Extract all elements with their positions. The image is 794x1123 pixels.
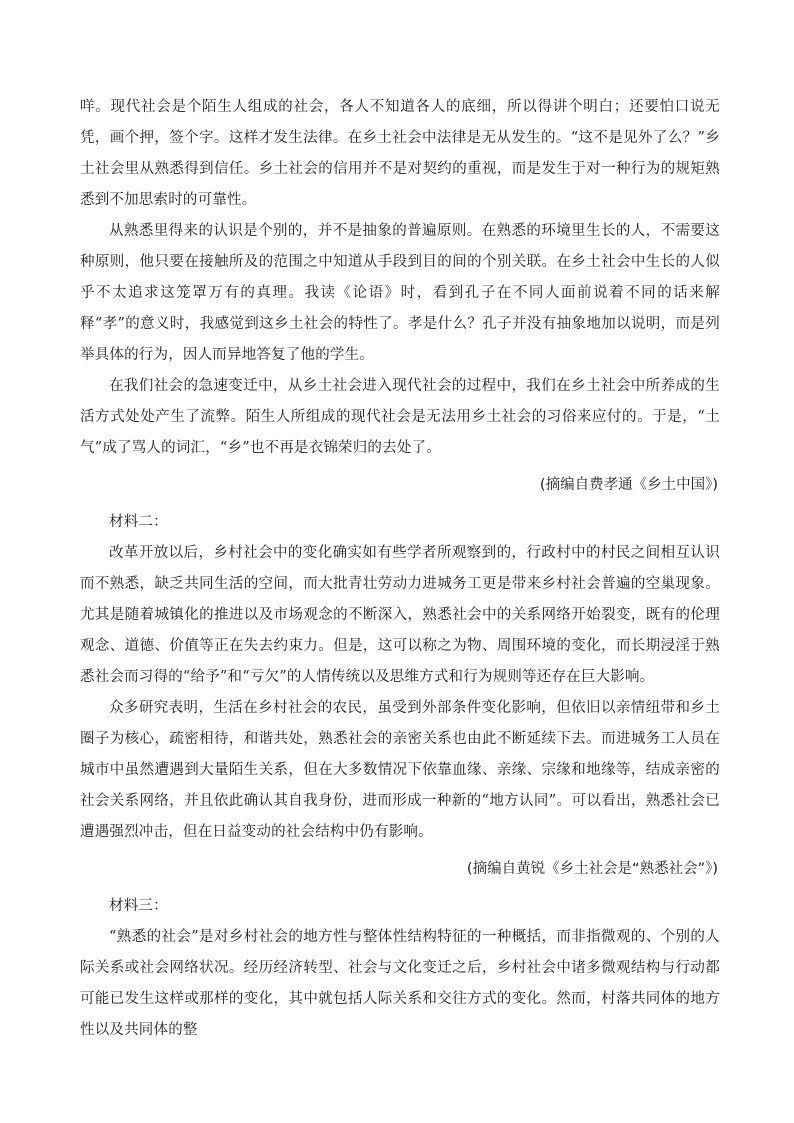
paragraph-2: 从熟悉里得来的认识是个别的，并不是抽象的普遍原则。在熟悉的环境里生长的人，不需要这种原则，他只要在接触所及的范围之中知道从手段到目的间的个别关联。在乡土社会中生长的人似乎不太追求这笼罩万有的真理。我读《论语》时，看到孔子在不同人面前说着不同的话来解释“孝”的意义时，我感觉到这乡土社会的特性了。孝是什么？孔子并没有抽象地加以说明，而是列举具体的行为，因人而异地答复了他的学生。	[80, 223, 720, 363]
paragraph-6: “熟悉的社会”是对乡村社会的地方性与整体性结构特征的一种概括，而非指微观的、个别的人际关系或社会网络状况。经历经济转型、社会与文化变迁之后，乡村社会中诸多微观结构与行动都可能已发生这样或那样的变化，其中就包括人际关系和交往方式的变化。然而，村落共同体的地方性以及共同体的整	[80, 929, 720, 1038]
paragraph-4: 改革开放以后，乡村社会中的变化确实如有些学者所观察到的，行政村中的村民之间相互认识而不熟悉，缺乏共同生活的空间，而大批青壮劳动力进城务工更是带来乡村社会普遍的空巢现象。尤其是随着城镇化的推进以及市场观念的不断深入，熟悉社会中的关系网络开始裂变，既有的伦理观念、道德、价值等正在失去约束力。但是，这可以称之为物、周围环境的变化，而长期浸淫于熟悉社会而习得的“给予”和“亏欠”的人情传统以及思维方式和行为规则等还存在巨大影响。	[80, 545, 720, 685]
source-citation-2: (摘编自黄锐《乡土社会是“熟悉社会”》)	[466, 861, 718, 877]
paragraph-3: 在我们社会的急速变迁中，从乡土社会进入现代社会的过程中，我们在乡土社会中所养成的生活方式处处产生了流弊。陌生人所组成的现代社会是无法用乡土社会的习俗来应付的。于是，“土气”成了骂人的词汇，“乡”也不再是衣锦荣归的去处了。	[80, 378, 720, 456]
source-citation-1: (摘编自费孝通《乡土中国》)	[539, 477, 718, 493]
paragraph-5: 众多研究表明，生活在乡村社会的农民，虽受到外部条件变化影响，但依旧以亲情纽带和乡土圈子为核心，疏密相待，和谐共处，熟悉社会的亲密关系也由此不断延续下去。而进城务工人员在城市中虽然遭遇到大量陌生关系，但在大多数情况下依靠血缘、亲缘、宗缘和地缘等，结成亲密的社会关系网络，并且依此确认其自我身份，进而形成一种新的“地方认同”。可以看出，熟悉社会已遭遇强烈冲击，但在日益变动的社会结构中仍有影响。	[80, 700, 720, 840]
document-page	[80, 92, 720, 1046]
paragraph-1: 咩。现代社会是个陌生人组成的社会，各人不知道各人的底细，所以得讲个明白；还要怕口说无凭，画个押，签个字。这样才发生法律。在乡土社会中法律是无从发生的。“这不是见外了么？”乡土社会里从熟悉得到信任。乡土社会的信用并不是对契约的重视，而是发生于对一种行为的规矩熟悉到不加思索时的可靠性。	[80, 99, 720, 208]
material-three-heading: 材料三：	[109, 898, 168, 914]
material-two-heading: 材料二：	[109, 514, 168, 530]
